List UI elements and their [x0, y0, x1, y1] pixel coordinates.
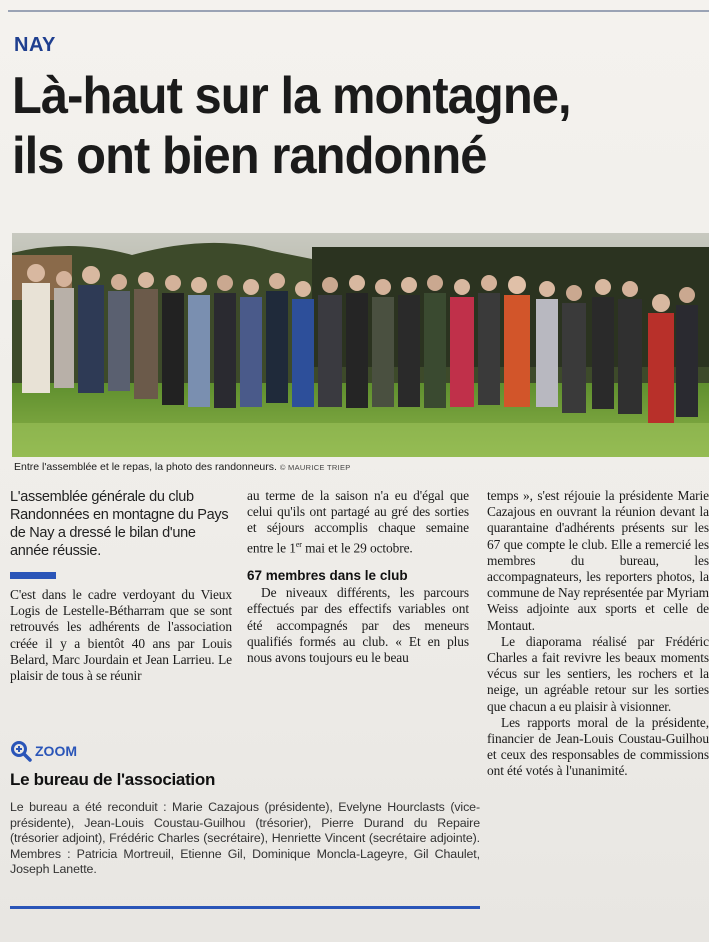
zoom-box [10, 740, 480, 878]
group-photo [12, 233, 709, 457]
headline-line-1: Là-haut sur la montagne, [12, 67, 571, 125]
col2-p1-sup: er [295, 539, 302, 549]
headline [12, 66, 661, 186]
col2-p1-post: mai et le 29 octobre. [301, 540, 413, 556]
zoom-title: Le bureau de l'association [10, 770, 216, 789]
headline-line-2: ils ont bien randonné [12, 127, 487, 185]
column-1 [10, 488, 232, 684]
zoom-label: ZOOM [35, 743, 77, 759]
col2-p1-pre: au terme de la saison n'a eu d'égal que celui qu'ils ont partagé au gré des sorties et séjours accomplis chaque semaine entre le 1 [247, 488, 469, 556]
top-rule [8, 10, 709, 12]
column-3-paragraph-2: Le diaporama réalisé par Frédéric Charles a fait revivre les beaux moments vécus sur les sentiers, les rochers et la neige, un agréable retour sur les sorties que chacun a eu plaisir à visionner. [487, 633, 709, 714]
column-2-paragraph-1 [247, 488, 469, 556]
zoom-tag [10, 740, 480, 762]
column-2 [247, 488, 469, 666]
lede-accent-bar [10, 572, 56, 579]
caption-text: Entre l'assemblée et le repas, la photo des randonneurs. [14, 461, 277, 473]
column-2-subhead: 67 membres dans le club [247, 568, 408, 584]
column-3-paragraph-1: temps », s'est réjouie la présidente Marie Cazajous en ouvrant la réunion devant la quarantaine d'adhérents présents sur les 67 que compte le club. Elle a remercié les membres du bureau, les accompagnateurs, les reporters photos, la commune de Nay représentée par Myriam Weiss adjointe aux sports et celle de Montaut. [487, 488, 709, 633]
column-3 [487, 488, 709, 780]
zoom-body: Le bureau a été reconduit : Marie Cazajous (présidente), Evelyne Hourclasts (vice-présidente), Jean-Louis Coustau-Guilhou (trésorier), Pierre Durand du Repaire (trésorier adjoint), Frédéric Charles (secrétaire), Henriette Vincent (secrétaire adjointe). Membres : Patricia Mortreuil, Etienne Gil, Dominique Moncla-Lageyre, Gil Chaulet, Joseph Lanette. [10, 800, 480, 876]
article-lede: L'assemblée générale du club Randonnées en montagne du Pays de Nay a dressé le bilan d'une année réussie. [10, 489, 229, 559]
column-3-paragraph-3: Les rapports moral de la présidente, financier de Jean-Louis Coustau-Guilhou et ceux des responsables de commissions ont été votés à l'unanimité. [487, 714, 709, 779]
column-2-paragraph-2: De niveaux différents, les parcours effectués par des effectifs variables ont été accompagnés par des meneurs qualifiés formés au club. « Et en plus nous avons toujours eu le beau [247, 585, 469, 666]
photo-credit: © MAURICE TRIEP [279, 463, 351, 472]
kicker-location: NAY [14, 34, 56, 56]
magnifier-icon [10, 740, 32, 762]
bottom-accent-rule [10, 906, 480, 909]
column-1-body: C'est dans le cadre verdoyant du Vieux Logis de Lestelle-Bétharram que se sont retrouvés les adhérents de l'association créée il y a bientôt 40 ans par Louis Belard, Marc Jourdain et Jean Larrieu. Le plaisir de tous à se réunir [10, 587, 232, 684]
group-photo-illustration [12, 233, 709, 457]
photo-caption [14, 461, 704, 473]
